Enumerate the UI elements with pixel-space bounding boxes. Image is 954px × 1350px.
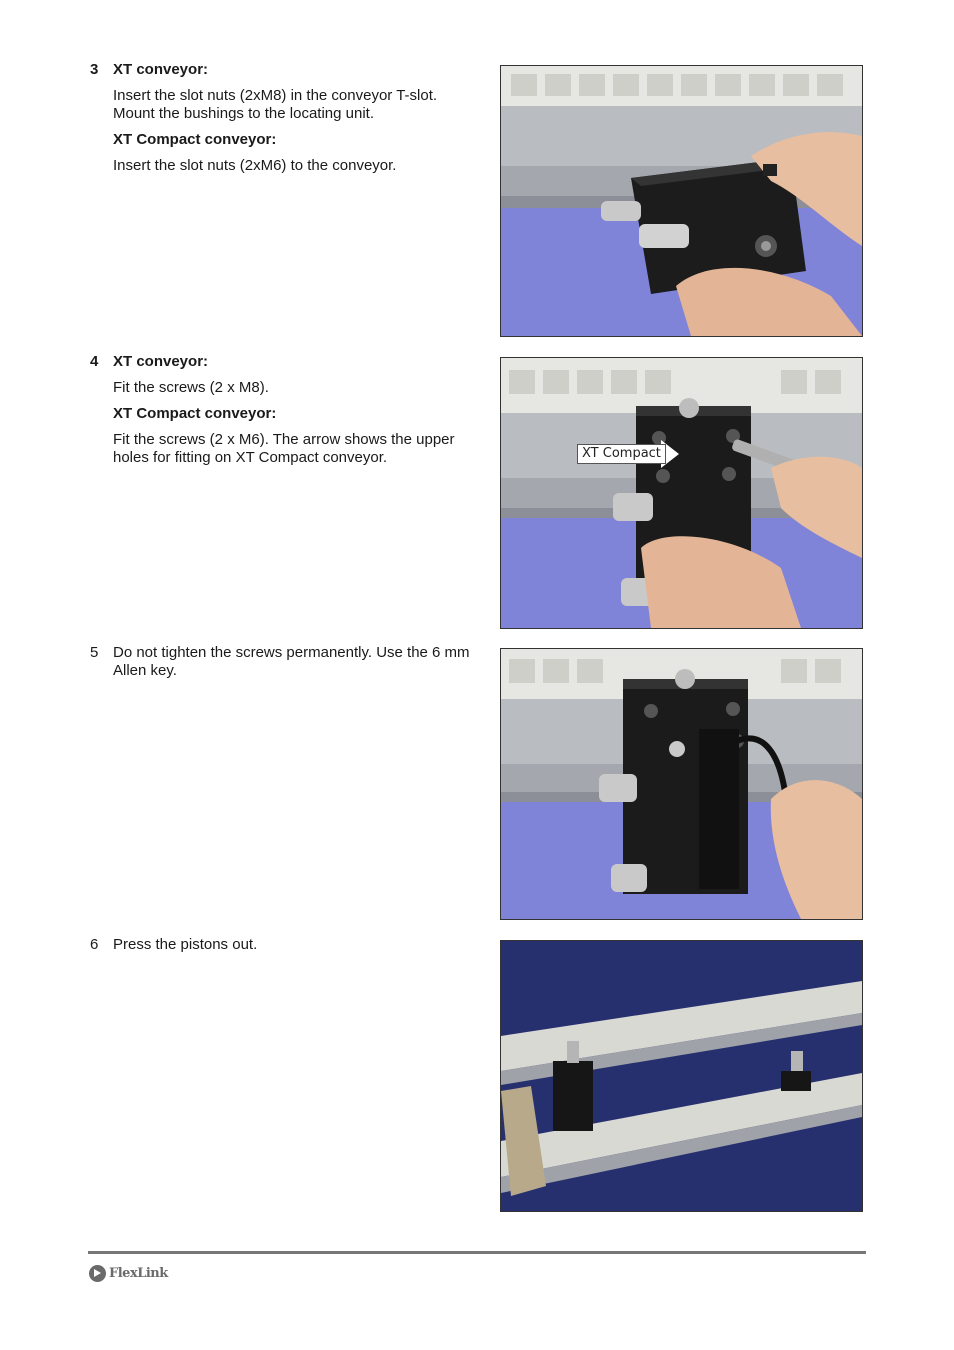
footer-divider bbox=[88, 1251, 866, 1254]
step-number: 6 bbox=[90, 936, 99, 953]
photo-slot-nuts bbox=[500, 65, 863, 337]
step-number: 3 bbox=[90, 61, 99, 78]
step-6 bbox=[90, 936, 470, 962]
step-text: Insert the slot nuts (2xM8) in the conveyor T-slot. Mount the bushings to the locating unit. bbox=[113, 87, 438, 122]
step-heading: XT Compact conveyor: bbox=[113, 405, 277, 422]
step-heading: XT Compact conveyor: bbox=[113, 131, 277, 148]
photo-pistons-out bbox=[500, 940, 863, 1212]
step-3 bbox=[90, 61, 470, 183]
step-number: 4 bbox=[90, 353, 99, 370]
step-4 bbox=[90, 353, 470, 475]
step-text: Press the pistons out. bbox=[113, 936, 258, 953]
step-text: Insert the slot nuts (2xM6) to the conveyor. bbox=[113, 157, 397, 174]
photo-allen-key bbox=[500, 648, 863, 920]
photo-callout-label: XT Compact bbox=[577, 444, 666, 464]
step-heading: XT conveyor: bbox=[113, 61, 209, 78]
footer-logo bbox=[89, 1264, 168, 1282]
step-heading: XT conveyor: bbox=[113, 353, 209, 370]
step-text: Fit the screws (2 x M8). bbox=[113, 379, 269, 396]
step-text: Do not tighten the screws permanently. Use the 6 mm Allen key. bbox=[113, 644, 470, 679]
footer-logo-text: FlexLink bbox=[109, 1265, 168, 1281]
step-5 bbox=[90, 644, 470, 688]
step-number: 5 bbox=[90, 644, 99, 661]
flexlink-logo-icon bbox=[89, 1265, 106, 1282]
step-text: Fit the screws (2 x M6). The arrow shows the upper holes for fitting on XT Compact conveyor. bbox=[113, 431, 455, 466]
photo-fit-screws bbox=[500, 357, 863, 629]
